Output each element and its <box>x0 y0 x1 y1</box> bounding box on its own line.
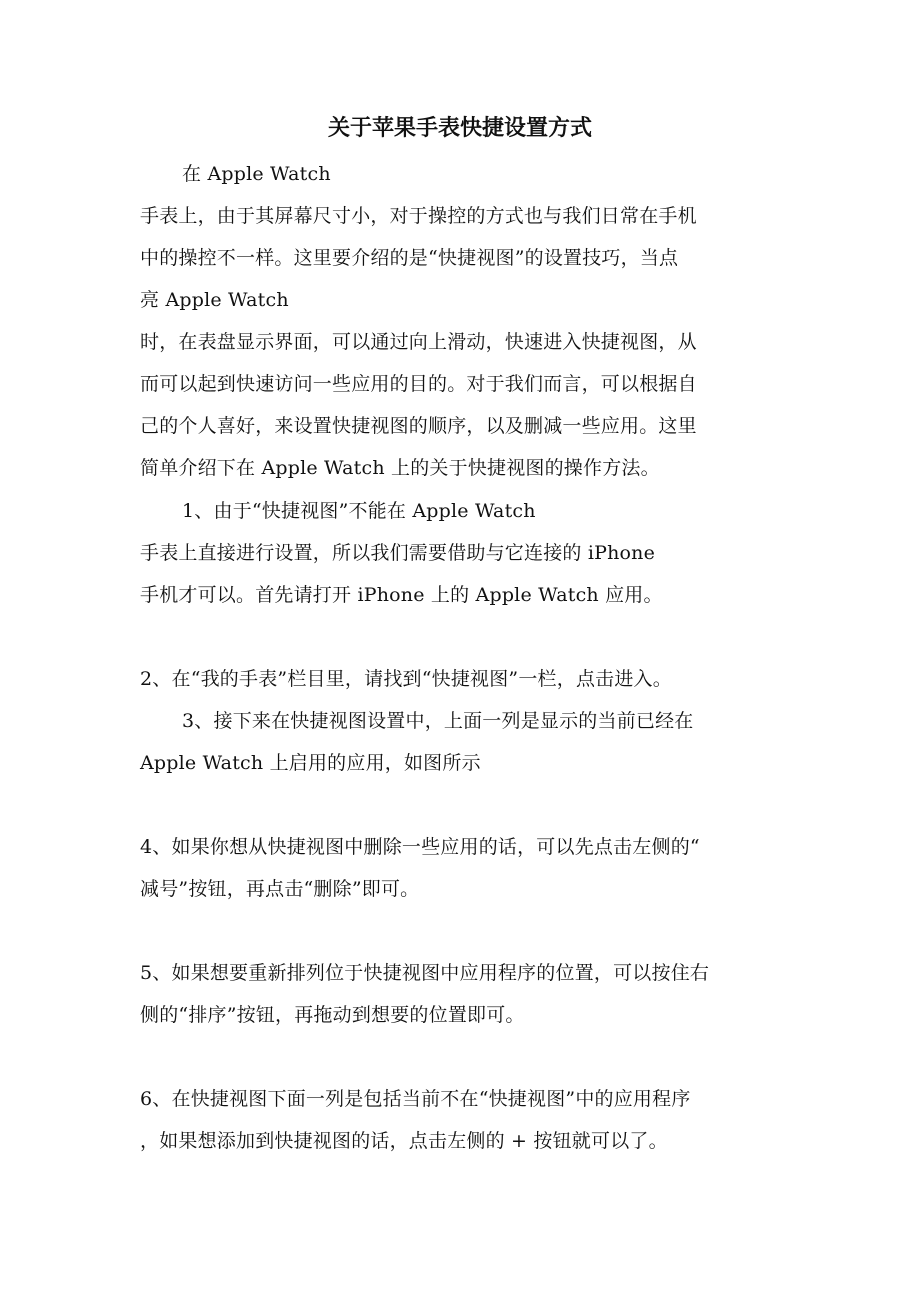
text-line: 时，在表盘显示界面，可以通过向上滑动，快速进入快捷视图，从 <box>140 331 697 353</box>
text-line: 手表上，由于其屏幕尺寸小，对于操控的方式也与我们日常在手机 <box>140 205 697 227</box>
text-line: 己的个人喜好，来设置快捷视图的顺序，以及删减一些应用。这里 <box>140 415 697 437</box>
text-line: 3、接下来在快捷视图设置中，上面一列是显示的当前已经在 <box>182 710 694 732</box>
text-line: Apple Watch 上启用的应用，如图所示 <box>140 752 481 774</box>
text-line: 中的操控不一样。这里要介绍的是“快捷视图”的设置技巧，当点 <box>140 247 679 269</box>
text-line: 5、如果想要重新排列位于快捷视图中应用程序的位置，可以按住右 <box>140 962 710 984</box>
text-line: 2、在“我的手表”栏目里，请找到“快捷视图”一栏，点击进入。 <box>140 668 672 690</box>
document-title: 关于苹果手表快捷设置方式 <box>327 115 592 141</box>
text-line: 简单介绍下在 Apple Watch 上的关于快捷视图的操作方法。 <box>140 457 660 479</box>
text-line: 6、在快捷视图下面一列是包括当前不在“快捷视图”中的应用程序 <box>140 1088 691 1110</box>
text-line: 1、由于“快捷视图”不能在 Apple Watch <box>182 500 536 522</box>
text-line: ，如果想添加到快捷视图的话，点击左侧的 + 按钮就可以了。 <box>140 1130 668 1152</box>
text-line: 在 Apple Watch <box>182 163 331 185</box>
text-line: 手表上直接进行设置，所以我们需要借助与它连接的 iPhone <box>140 542 656 564</box>
text-line: 4、如果你想从快捷视图中删除一些应用的话，可以先点击左侧的“ <box>140 836 700 858</box>
text-line: 而可以起到快速访问一些应用的目的。对于我们而言，可以根据自 <box>140 373 697 395</box>
text-line: 减号”按钮，再点击“删除”即可。 <box>140 878 420 900</box>
text-line: 手机才可以。首先请打开 iPhone 上的 Apple Watch 应用。 <box>140 584 663 606</box>
text-line: 亮 Apple Watch <box>140 289 289 311</box>
text-line: 侧的“排序”按钮，再拖动到想要的位置即可。 <box>140 1004 525 1026</box>
